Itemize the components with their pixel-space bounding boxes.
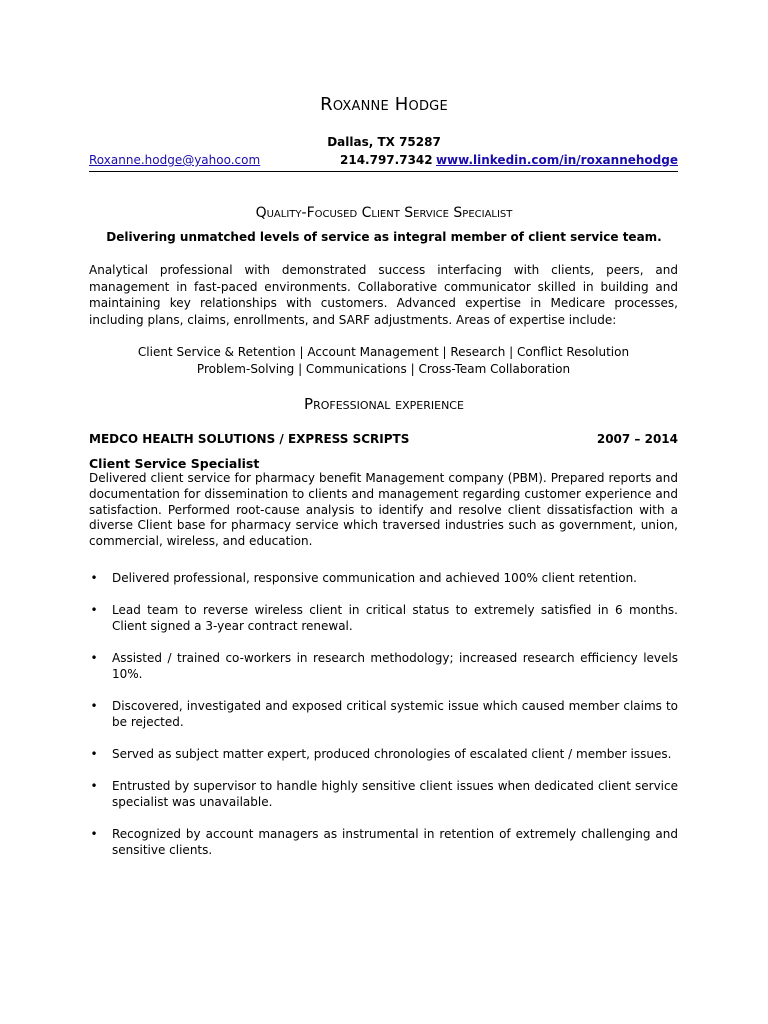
skills-block: [89, 344, 678, 377]
bullet-icon: •: [90, 827, 98, 841]
list-item: [89, 602, 678, 634]
bullet-icon: •: [90, 571, 98, 585]
bullet-text: Recognized by account managers as instrumental in retention of extremely challenging and sensitive clients.: [112, 827, 678, 857]
skills-line: Problem-Solving | Communications | Cross-Team Collaboration: [196, 361, 571, 376]
contact-row: [89, 153, 678, 172]
email-link[interactable]: Roxanne.hodge@yahoo.com: [89, 153, 261, 167]
bullet-text: Entrusted by supervisor to handle highly sensitive client issues when dedicated client service specialist was unavailable.: [112, 779, 678, 809]
bullet-icon: •: [90, 603, 98, 617]
candidate-name: Roxanne Hodge: [320, 94, 448, 115]
list-item: [89, 698, 678, 730]
list-item: [89, 778, 678, 810]
employment-dates: 2007 – 2014: [596, 432, 678, 446]
employer-row: [89, 432, 678, 450]
bullet-text: Served as subject matter expert, produced chronologies of escalated client / member issues.: [112, 747, 672, 761]
bullet-icon: •: [90, 651, 98, 665]
headline-tagline: Delivering unmatched levels of service as integral member of client service team.: [106, 230, 662, 244]
company-name: MEDCO HEALTH SOLUTIONS / EXPRESS SCRIPTS: [89, 432, 410, 446]
accomplishments-list: [89, 570, 678, 874]
bullet-icon: •: [90, 747, 98, 761]
skills-line: Client Service & Retention | Account Management | Research | Conflict Resolution: [137, 345, 630, 359]
list-item: [89, 650, 678, 682]
experience-section-title: Professional experience: [304, 395, 464, 413]
bullet-icon: •: [90, 699, 98, 713]
list-item: [89, 570, 678, 586]
linkedin-link[interactable]: www.linkedin.com/in/roxannehodge: [435, 153, 678, 167]
job-description: Delivered client service for pharmacy benefit Management company (PBM). Prepared reports and documentation for dissemination to clients and management regarding customer experience and satisfaction. Performed root-cause analysis to identify and resolve client dissatisfaction with a diverse Client base for pharmacy service which traversed industries such as government, union, commercial, wireless, and education.: [89, 471, 678, 549]
candidate-location: Dallas, TX 75287: [327, 135, 441, 149]
summary-paragraph: Analytical professional with demonstrated success interfacing with clients, peers, and management in fast-paced environments. Collaborative communicator skilled in building and maintaining key relationships with customers. Advanced expertise in Medicare processes, including plans, claims, enrollments, and SARF adjustments. Areas of expertise include:: [89, 263, 678, 327]
list-item: [89, 746, 678, 762]
bullet-text: Delivered professional, responsive communication and achieved 100% client retention.: [112, 571, 637, 585]
bullet-text: Discovered, investigated and exposed critical systemic issue which caused member claims to be rejected.: [112, 699, 678, 729]
headline-title: Quality-Focused Client Service Specialist: [255, 205, 513, 221]
list-item: [89, 826, 678, 858]
bullet-text: Assisted / trained co-workers in research methodology; increased research efficiency levels 10%.: [112, 651, 678, 681]
job-title: Client Service Specialist: [89, 456, 260, 471]
bullet-icon: •: [90, 779, 98, 793]
phone-number: 214.797.7342: [340, 153, 433, 167]
bullet-text: Lead team to reverse wireless client in critical status to extremely satisfied in 6 months. Client signed a 3-year contract renewal.: [112, 603, 678, 633]
